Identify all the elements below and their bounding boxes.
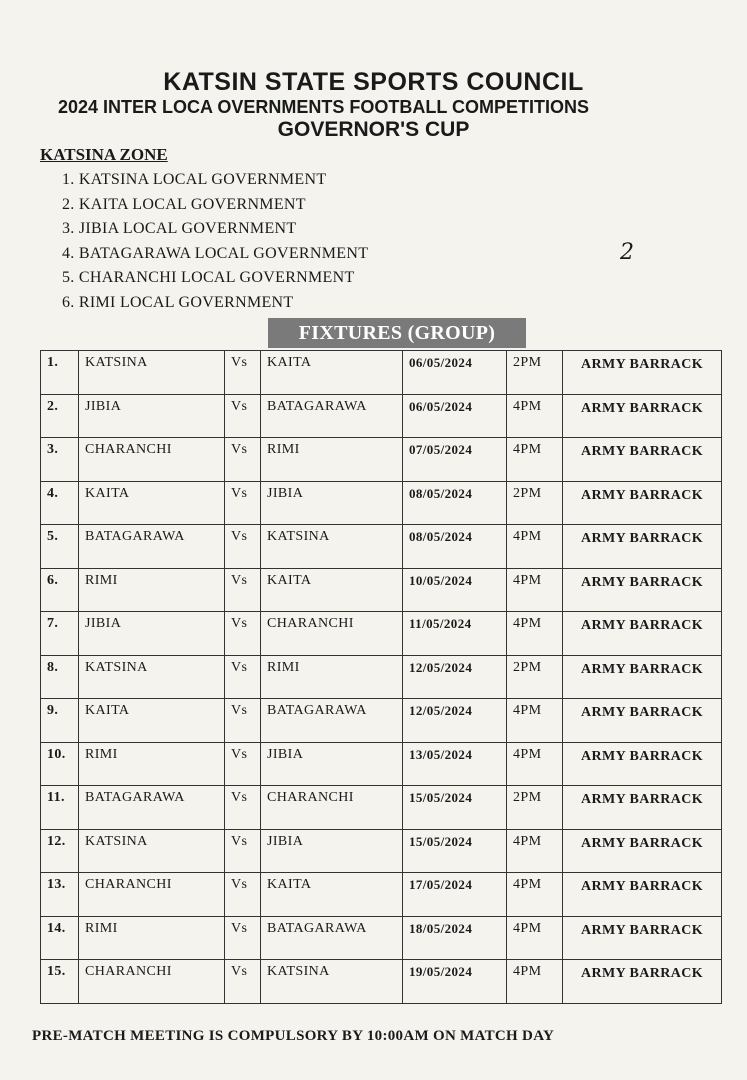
fixture-row xyxy=(41,568,722,612)
fixtures-table xyxy=(40,350,722,1004)
match-date: 06/05/2024 xyxy=(403,394,507,438)
kickoff-time: 4PM xyxy=(507,568,563,612)
match-date: 13/05/2024 xyxy=(403,742,507,786)
versus-label: Vs xyxy=(225,351,261,395)
fixture-number: 1. xyxy=(41,351,79,395)
home-team: BATAGARAWA xyxy=(79,786,225,830)
venue: ARMY BARRACK xyxy=(563,699,722,743)
fixture-number: 10. xyxy=(41,742,79,786)
document-title: KATSIN STATE SPORTS COUNCIL xyxy=(163,68,584,96)
zone-member: 4. BATAGARAWA LOCAL GOVERNMENT xyxy=(62,244,369,262)
home-team: RIMI xyxy=(79,916,225,960)
home-team: CHARANCHI xyxy=(79,873,225,917)
venue: ARMY BARRACK xyxy=(563,742,722,786)
match-date: 17/05/2024 xyxy=(403,873,507,917)
home-team: KATSINA xyxy=(79,655,225,699)
fixture-number: 8. xyxy=(41,655,79,699)
zone-member: 1. KATSINA LOCAL GOVERNMENT xyxy=(62,171,327,188)
kickoff-time: 4PM xyxy=(507,960,563,1004)
away-team: RIMI xyxy=(261,438,403,482)
away-team: BATAGARAWA xyxy=(261,699,403,743)
kickoff-time: 2PM xyxy=(507,351,563,395)
venue: ARMY BARRACK xyxy=(563,351,722,395)
fixture-number: 7. xyxy=(41,612,79,656)
fixture-row xyxy=(41,960,722,1004)
versus-label: Vs xyxy=(225,742,261,786)
away-team: RIMI xyxy=(261,655,403,699)
fixture-number: 5. xyxy=(41,525,79,569)
fixture-row xyxy=(41,525,722,569)
fixture-row xyxy=(41,351,722,395)
fixture-row xyxy=(41,612,722,656)
versus-label: Vs xyxy=(225,960,261,1004)
venue: ARMY BARRACK xyxy=(563,568,722,612)
fixture-number: 13. xyxy=(41,873,79,917)
versus-label: Vs xyxy=(225,481,261,525)
fixtures-heading: FIXTURES (GROUP) xyxy=(268,318,526,348)
kickoff-time: 4PM xyxy=(507,394,563,438)
away-team: CHARANCHI xyxy=(261,612,403,656)
venue: ARMY BARRACK xyxy=(563,525,722,569)
fixture-row xyxy=(41,394,722,438)
home-team: RIMI xyxy=(79,742,225,786)
home-team: KATSINA xyxy=(79,829,225,873)
match-date: 15/05/2024 xyxy=(403,829,507,873)
match-date: 06/05/2024 xyxy=(403,351,507,395)
kickoff-time: 4PM xyxy=(507,525,563,569)
away-team: BATAGARAWA xyxy=(261,394,403,438)
kickoff-time: 4PM xyxy=(507,829,563,873)
document-subtitle: 2024 INTER LOCA OVERNMENTS FOOTBALL COMPETITIONS xyxy=(58,97,590,117)
fixture-number: 3. xyxy=(41,438,79,482)
versus-label: Vs xyxy=(225,786,261,830)
fixture-number: 2. xyxy=(41,394,79,438)
kickoff-time: 4PM xyxy=(507,699,563,743)
footer-note: PRE-MATCH MEETING IS COMPULSORY BY 10:00AM ON MATCH DAY xyxy=(32,1028,555,1044)
zone-heading: KATSINA ZONE xyxy=(40,145,168,164)
kickoff-time: 4PM xyxy=(507,438,563,482)
home-team: CHARANCHI xyxy=(79,438,225,482)
fixture-number: 4. xyxy=(41,481,79,525)
match-date: 08/05/2024 xyxy=(403,481,507,525)
home-team: CHARANCHI xyxy=(79,960,225,1004)
venue: ARMY BARRACK xyxy=(563,612,722,656)
away-team: JIBIA xyxy=(261,742,403,786)
home-team: JIBIA xyxy=(79,394,225,438)
away-team: CHARANCHI xyxy=(261,786,403,830)
versus-label: Vs xyxy=(225,916,261,960)
away-team: KATSINA xyxy=(261,960,403,1004)
venue: ARMY BARRACK xyxy=(563,655,722,699)
kickoff-time: 4PM xyxy=(507,916,563,960)
kickoff-time: 2PM xyxy=(507,655,563,699)
fixture-row xyxy=(41,655,722,699)
fixture-row xyxy=(41,829,722,873)
versus-label: Vs xyxy=(225,829,261,873)
match-date: 18/05/2024 xyxy=(403,916,507,960)
versus-label: Vs xyxy=(225,699,261,743)
venue: ARMY BARRACK xyxy=(563,829,722,873)
fixture-number: 9. xyxy=(41,699,79,743)
match-date: 12/05/2024 xyxy=(403,655,507,699)
handwritten-page-mark: 2 xyxy=(620,240,634,265)
venue: ARMY BARRACK xyxy=(563,481,722,525)
away-team: KATSINA xyxy=(261,525,403,569)
fixture-number: 12. xyxy=(41,829,79,873)
away-team: JIBIA xyxy=(261,481,403,525)
match-date: 15/05/2024 xyxy=(403,786,507,830)
match-date: 19/05/2024 xyxy=(403,960,507,1004)
fixture-row xyxy=(41,873,722,917)
venue: ARMY BARRACK xyxy=(563,960,722,1004)
venue: ARMY BARRACK xyxy=(563,786,722,830)
match-date: 07/05/2024 xyxy=(403,438,507,482)
zone-member: 6. RIMI LOCAL GOVERNMENT xyxy=(62,293,294,311)
match-date: 08/05/2024 xyxy=(403,525,507,569)
away-team: JIBIA xyxy=(261,829,403,873)
kickoff-time: 4PM xyxy=(507,612,563,656)
match-date: 11/05/2024 xyxy=(403,612,507,656)
cup-title: GOVERNOR'S CUP xyxy=(277,118,470,141)
away-team: BATAGARAWA xyxy=(261,916,403,960)
fixture-number: 14. xyxy=(41,916,79,960)
away-team: KAITA xyxy=(261,351,403,395)
venue: ARMY BARRACK xyxy=(563,916,722,960)
fixture-row xyxy=(41,481,722,525)
fixture-row xyxy=(41,742,722,786)
versus-label: Vs xyxy=(225,525,261,569)
fixture-number: 6. xyxy=(41,568,79,612)
versus-label: Vs xyxy=(225,873,261,917)
venue: ARMY BARRACK xyxy=(563,438,722,482)
kickoff-time: 4PM xyxy=(507,742,563,786)
fixture-row xyxy=(41,916,722,960)
home-team: KATSINA xyxy=(79,351,225,395)
fixture-row xyxy=(41,438,722,482)
home-team: KAITA xyxy=(79,699,225,743)
fixture-number: 15. xyxy=(41,960,79,1004)
home-team: RIMI xyxy=(79,568,225,612)
fixture-number: 11. xyxy=(41,786,79,830)
versus-label: Vs xyxy=(225,655,261,699)
versus-label: Vs xyxy=(225,394,261,438)
versus-label: Vs xyxy=(225,612,261,656)
fixture-row xyxy=(41,786,722,830)
versus-label: Vs xyxy=(225,438,261,482)
match-date: 12/05/2024 xyxy=(403,699,507,743)
versus-label: Vs xyxy=(225,568,261,612)
venue: ARMY BARRACK xyxy=(563,873,722,917)
zone-member: 5. CHARANCHI LOCAL GOVERNMENT xyxy=(62,269,355,286)
kickoff-time: 2PM xyxy=(507,786,563,830)
zone-member-list xyxy=(62,168,368,315)
home-team: JIBIA xyxy=(79,612,225,656)
venue: ARMY BARRACK xyxy=(563,394,722,438)
home-team: BATAGARAWA xyxy=(79,525,225,569)
zone-member: 2. KAITA LOCAL GOVERNMENT xyxy=(62,195,306,213)
away-team: KAITA xyxy=(261,873,403,917)
away-team: KAITA xyxy=(261,568,403,612)
kickoff-time: 4PM xyxy=(507,873,563,917)
match-date: 10/05/2024 xyxy=(403,568,507,612)
home-team: KAITA xyxy=(79,481,225,525)
zone-member: 3. JIBIA LOCAL GOVERNMENT xyxy=(62,220,297,237)
kickoff-time: 2PM xyxy=(507,481,563,525)
fixture-row xyxy=(41,699,722,743)
